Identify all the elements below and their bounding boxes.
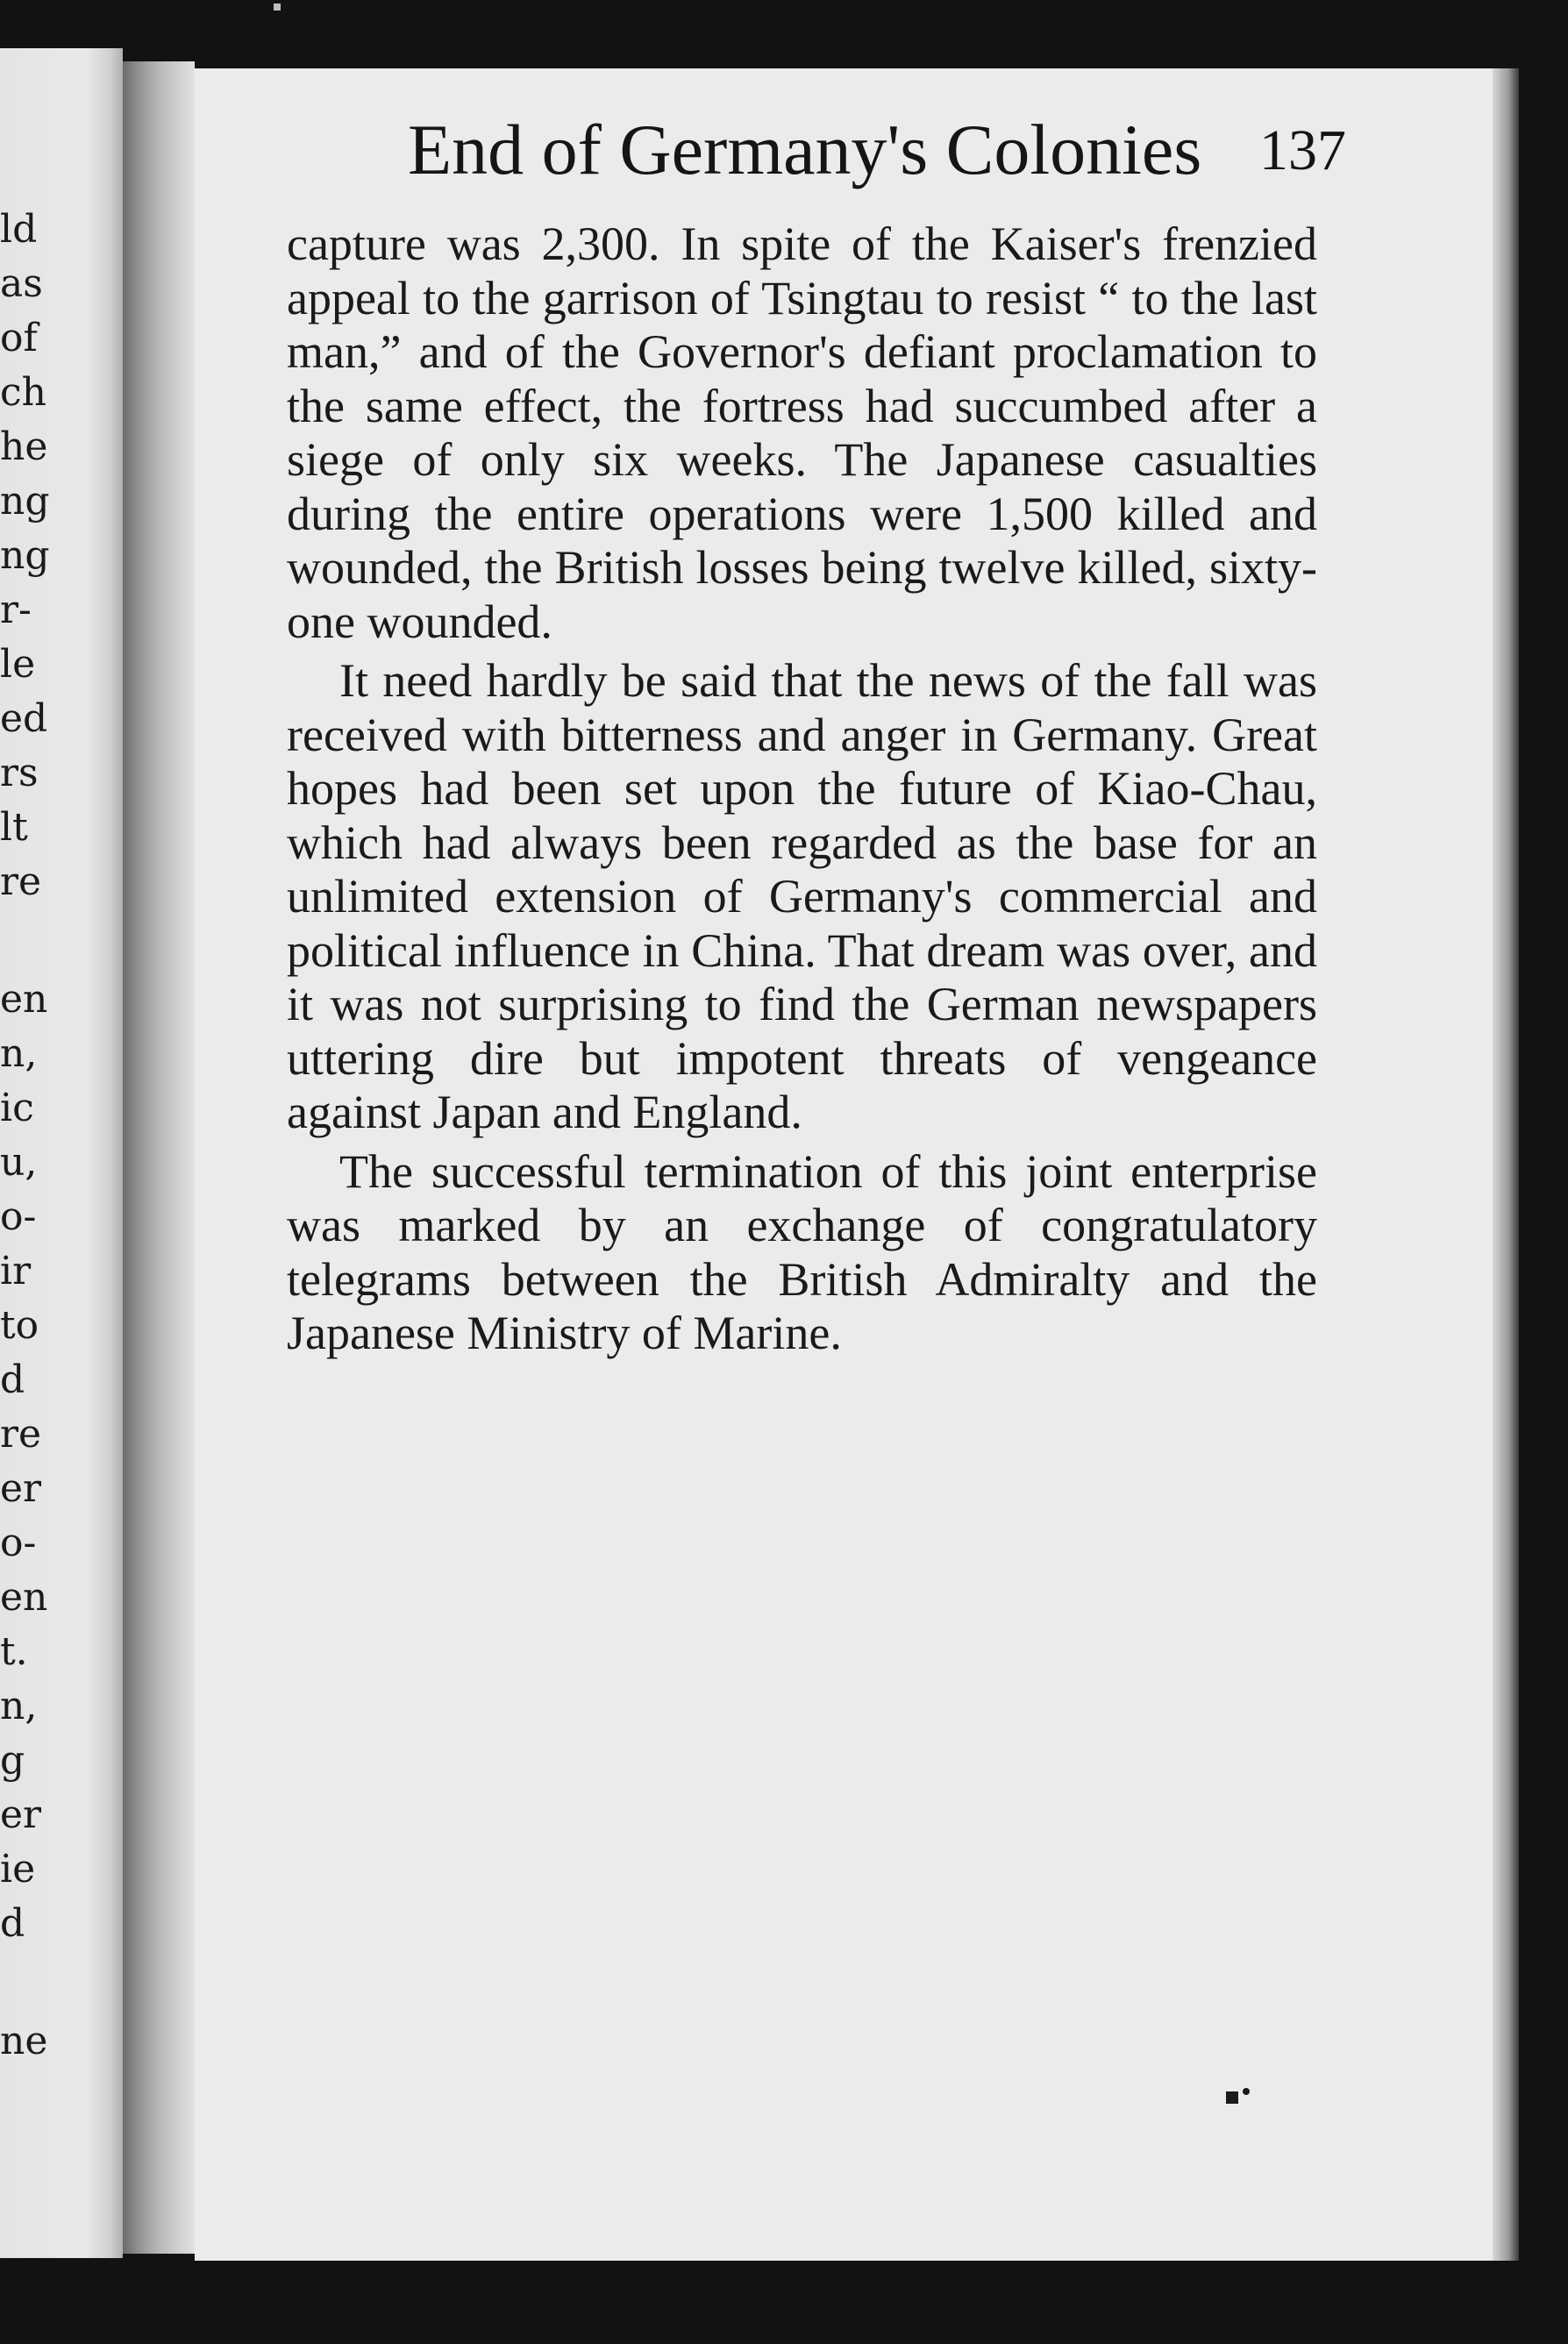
left-page-fragment: n, <box>0 1684 38 1728</box>
left-facing-page <box>0 48 123 2258</box>
left-page-fragment: ng <box>0 533 50 578</box>
page-body <box>287 217 1317 1366</box>
left-page-fragment: er <box>0 1466 42 1511</box>
left-page-fragment: ed <box>0 696 48 741</box>
left-page-fragment: en <box>0 977 48 1022</box>
left-page-fragment: en <box>0 1575 48 1620</box>
left-page-fragment: d <box>0 1901 25 1946</box>
paragraph-1: capture was 2,300. In spite of the Kaiser's frenzied appeal to the garrison of Tsingtau to resist “ to the last man,” and of the Governor's defiant proclamation to the same effect, the fortress had succumbed after a siege of only six weeks. The Japanese casualties during the entire operations were 1,500 killed and wounded, the British losses being twelve killed, sixty-one wounded. <box>287 217 1317 648</box>
left-page-fragment: er <box>0 1792 42 1837</box>
left-page-fragment: d <box>0 1357 25 1402</box>
left-page-fragment: re <box>0 1412 42 1457</box>
left-page-fragment: re <box>0 859 42 904</box>
paragraph-3: The successful termination of this joint enterprise was marked by an exchange of congratulatory telegrams between the British Admiralty and the Japanese Ministry of Marine. <box>287 1144 1317 1359</box>
paragraph-2: It need hardly be said that the news of the fall was received with bitterness and anger in Germany. Great hopes had been set upon the future of Kiao-Chau, which had always been regarded as the base for an unlimited extension of Germany's commercial and political influence in China. That dream was over, and it was not surprising to find the German newspapers uttering dire but impotent threats of vengeance against Japan and England. <box>287 654 1317 1138</box>
left-page-text-fragments <box>0 48 114 2258</box>
page-number: 137 <box>1259 118 1346 182</box>
printer-mark-dot <box>1243 2088 1250 2095</box>
left-page-fragment: ne <box>0 2019 48 2063</box>
left-page-fragment: he <box>0 424 48 469</box>
left-page-fragment: r- <box>0 588 32 632</box>
left-page-fragment: ng <box>0 479 50 524</box>
left-page-fragment: n, <box>0 1031 38 1076</box>
left-page-fragment: ie <box>0 1847 36 1892</box>
left-page-fragment: ic <box>0 1086 34 1130</box>
left-page-fragment: to <box>0 1303 39 1348</box>
left-page-fragment: ir <box>0 1249 32 1293</box>
left-page-fragment: le <box>0 642 36 687</box>
left-page-fragment: ch <box>0 370 46 415</box>
left-page-fragment: of <box>0 316 38 360</box>
left-page-fragment: lt <box>0 805 28 850</box>
left-page-fragment: u, <box>0 1140 38 1185</box>
left-page-fragment: o- <box>0 1521 37 1565</box>
scan-speck <box>274 4 281 11</box>
running-title: End of Germany's Colonies <box>408 110 1202 189</box>
left-page-fragment: rs <box>0 751 39 795</box>
right-page <box>195 68 1493 2261</box>
book-gutter-shadow <box>123 61 195 2254</box>
left-page-fragment: o- <box>0 1194 37 1239</box>
printer-mark <box>1226 2091 1238 2104</box>
left-page-fragment: t. <box>0 1629 28 1674</box>
left-page-fragment: g <box>0 1738 25 1783</box>
left-page-fragment: as <box>0 261 43 306</box>
page-edge-shadow <box>1493 68 1519 2261</box>
left-page-fragment: ld <box>0 207 38 252</box>
